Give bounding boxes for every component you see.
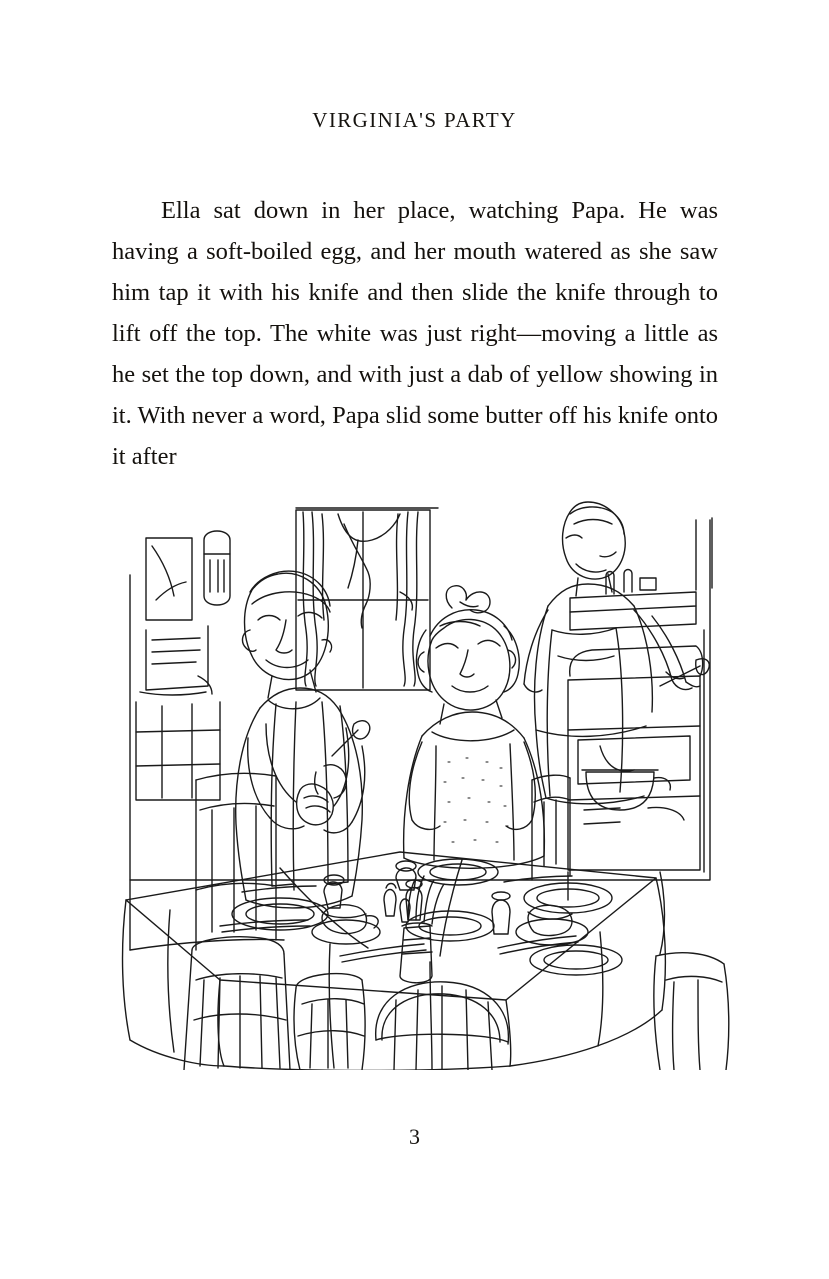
page-number: 3	[409, 1124, 420, 1149]
family-breakfast-illustration	[100, 480, 740, 1070]
illustration-drawing	[100, 480, 740, 1070]
running-head: VIRGINIA'S PARTY	[312, 108, 517, 132]
body-text-block	[112, 190, 718, 477]
paragraph: Ella sat down in her place, watching Papa. He was having a soft-boiled egg, and her mouth watered as she saw him tap it with his knife and then slide the knife through to lift off the top. The white was just right—moving a little as he set the top down, and with just a dab of yellow showing in it. With never a word, Papa slid some butter off his knife onto it after	[112, 197, 718, 470]
